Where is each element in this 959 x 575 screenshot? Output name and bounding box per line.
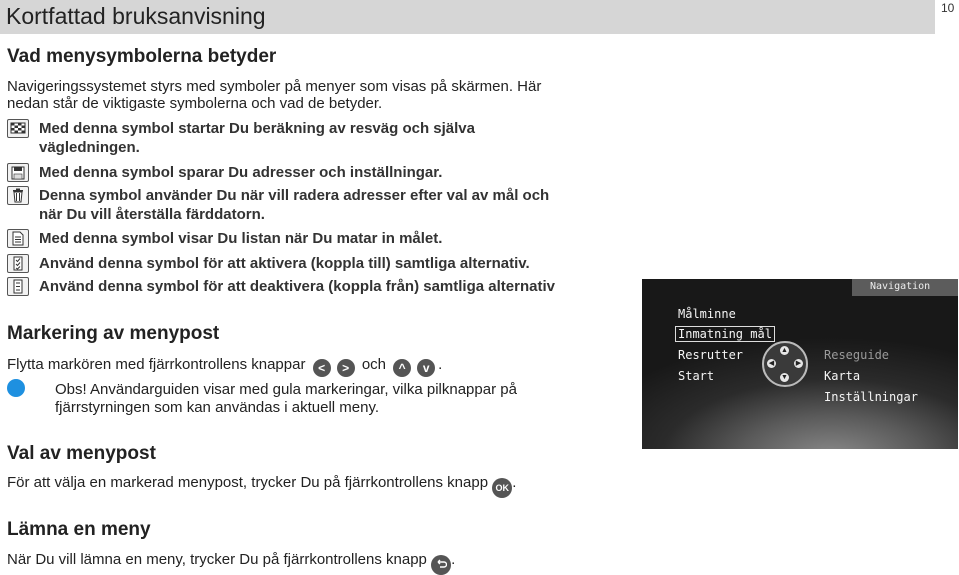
arrow-up-button-icon: ^ — [393, 359, 411, 377]
symbol-item-list — [7, 229, 607, 248]
select-instruction — [7, 473, 516, 498]
symbol-text: Använd denna symbol för att deaktivera (koppla från) samtliga alternativ — [39, 278, 555, 295]
symbol-item-delete — [7, 186, 607, 224]
navigation-screen-image — [642, 279, 958, 449]
period: . — [451, 551, 456, 568]
symbol-text: vägledningen. — [39, 139, 140, 156]
section-heading-select: Val av menypost — [7, 443, 156, 464]
menu-item-reseguide[interactable]: Reseguide — [824, 348, 890, 362]
symbol-item-activate-all — [7, 254, 607, 273]
leave-text: När Du vill lämna en meny, trycker Du på fjärrkontrollens knapp — [7, 551, 427, 568]
obs-line-2: fjärrstyrningen som kan användas i aktuell meny. — [55, 399, 380, 416]
marking-text: Flytta markören med fjärrkontrollens knappar — [7, 356, 306, 373]
symbol-item-start — [7, 119, 607, 157]
menu-item-installningar[interactable]: Inställningar — [824, 390, 918, 404]
symbol-text: Med denna symbol visar Du listan när Du matar in målet. — [39, 230, 443, 247]
intro-line-1: Navigeringssystemet styrs med symboler på menyer som visas på skärmen. Här — [7, 78, 542, 95]
page-number: 10 — [941, 1, 955, 15]
symbol-item-save — [7, 163, 607, 182]
arrow-right-button-icon: > — [337, 359, 355, 377]
section-heading-symbols: Vad menysymbolerna betyder — [7, 46, 277, 67]
menu-item-inmatning-mal[interactable]: Inmatning mål — [675, 326, 775, 342]
obs-line-1: Obs! Användarguiden visar med gula markeringar, vilka pilknappar på — [55, 381, 517, 398]
intro-line-2: nedan står de viktigaste symbolerna och vad de betyder. — [7, 95, 383, 112]
menu-item-start[interactable]: Start — [678, 369, 715, 383]
page-title: Kortfattad bruksanvisning — [6, 3, 266, 29]
title-bar — [0, 0, 935, 34]
section-heading-leave: Lämna en meny — [7, 519, 151, 540]
arrow-down-button-icon: v — [417, 359, 435, 377]
marking-instruction — [7, 355, 442, 377]
menu-item-malminne[interactable]: Målminne — [678, 307, 736, 321]
period: . — [438, 356, 443, 373]
and-text: och — [361, 356, 386, 373]
symbol-item-deactivate-all — [7, 277, 607, 296]
symbol-text: Denna symbol använder Du när vill radera adresser efter val av mål och — [39, 187, 550, 204]
floppy-disk-icon — [7, 163, 29, 182]
symbol-text: Använd denna symbol för att aktivera (koppla till) samtliga alternativ. — [39, 255, 530, 272]
checkered-flag-icon — [7, 119, 29, 138]
checklist-deactivate-icon — [7, 277, 29, 296]
section-heading-marking: Markering av menypost — [7, 323, 220, 344]
checklist-activate-icon — [7, 254, 29, 273]
direction-pad-icon: ▲ ▼ ◀ ▶ — [762, 341, 808, 387]
symbol-text: Med denna symbol sparar Du adresser och inställningar. — [39, 164, 443, 181]
period: . — [512, 474, 517, 491]
trash-can-icon — [7, 186, 29, 205]
ok-button-icon: OK — [492, 478, 512, 498]
list-document-icon — [7, 229, 29, 248]
leave-instruction — [7, 550, 455, 575]
screen-title: Navigation — [870, 281, 931, 292]
symbol-text: när Du vill återställa färddatorn. — [39, 206, 265, 223]
symbol-text: Med denna symbol startar Du beräkning av resväg och själva — [39, 120, 475, 137]
info-dot-icon — [7, 379, 25, 397]
select-text: För att välja en markerad menypost, trycker Du på fjärrkontrollens knapp — [7, 474, 489, 491]
menu-item-karta[interactable]: Karta — [824, 369, 861, 383]
back-button-icon — [431, 555, 451, 575]
menu-item-resrutter[interactable]: Resrutter — [678, 348, 744, 362]
arrow-left-button-icon: < — [313, 359, 331, 377]
